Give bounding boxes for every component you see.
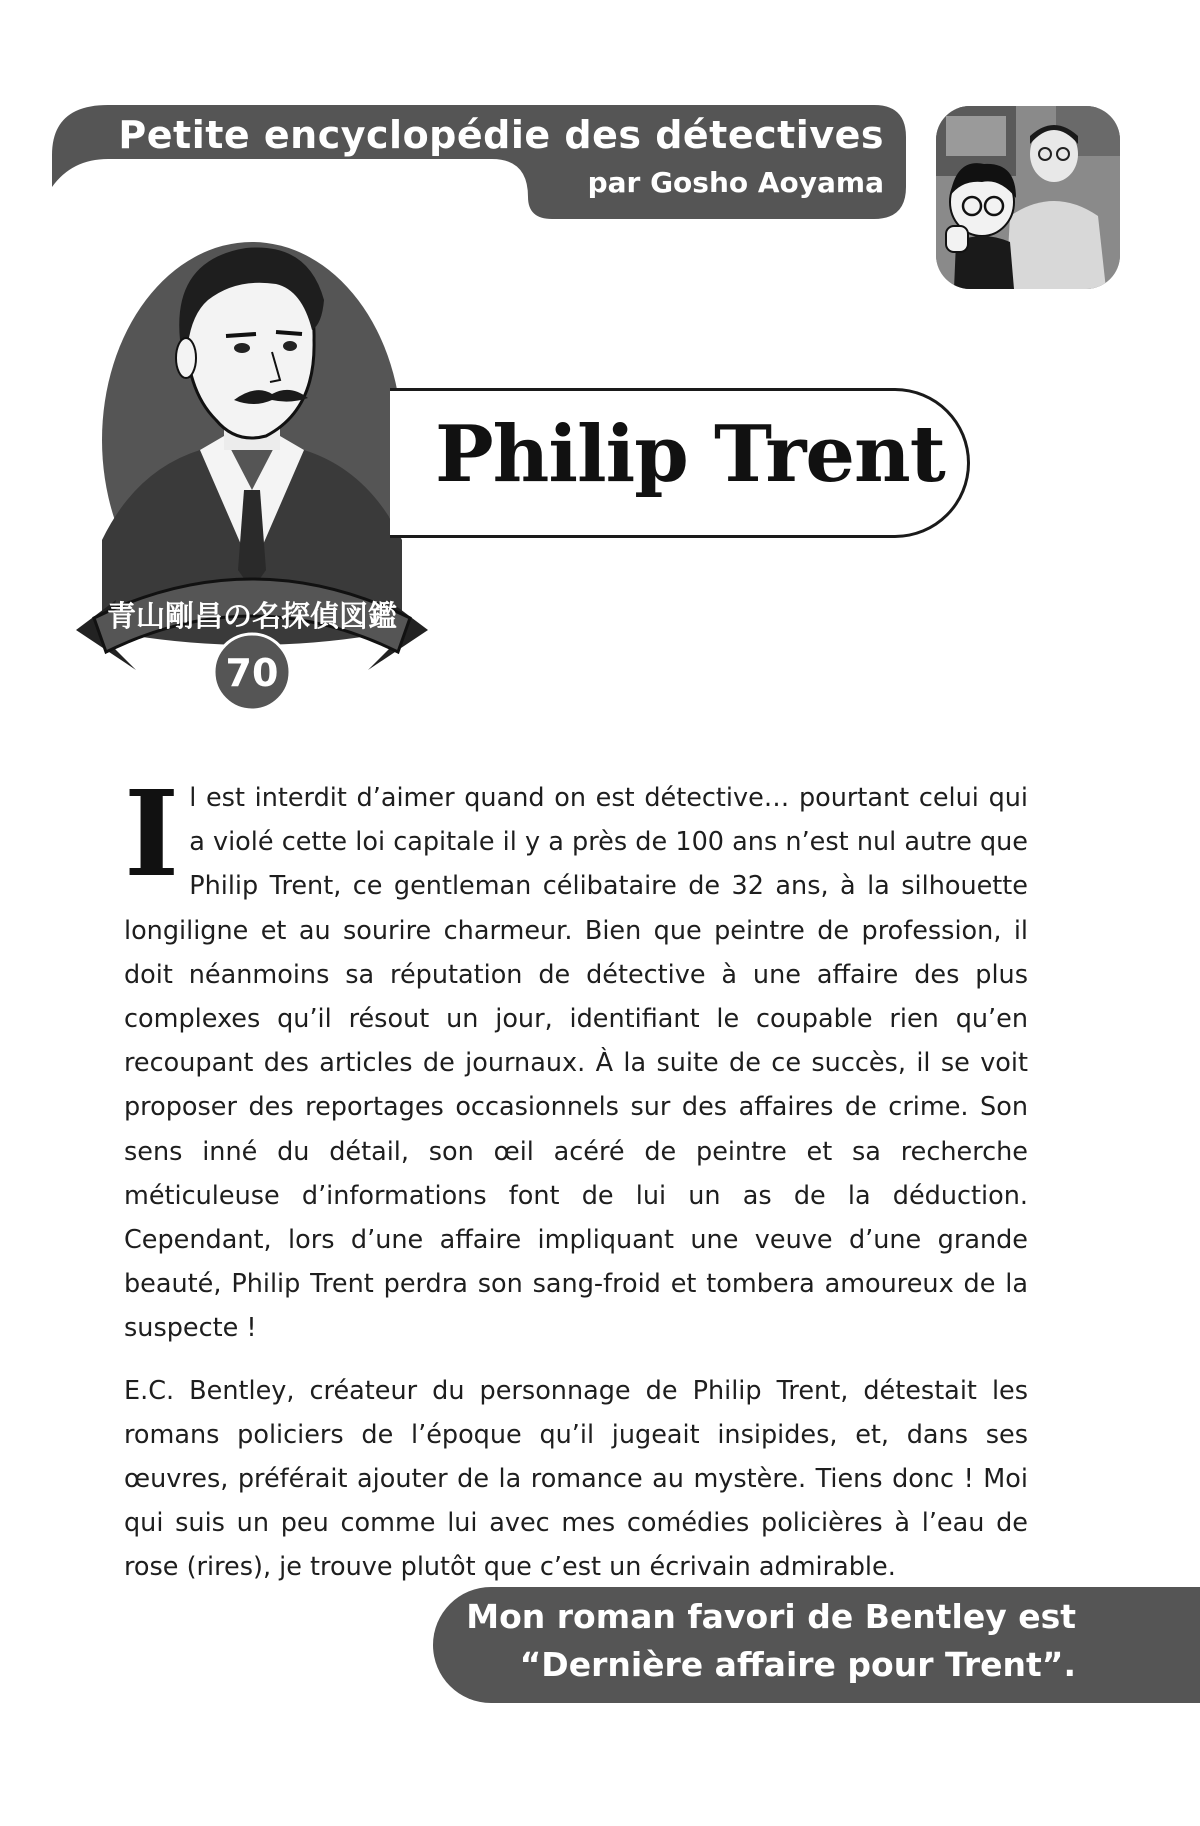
footer-banner bbox=[433, 1587, 1200, 1703]
detective-name: Philip Trent bbox=[435, 409, 945, 500]
header-banner bbox=[52, 105, 906, 219]
dropcap: I bbox=[124, 764, 180, 903]
detective-portrait-illustration bbox=[76, 240, 428, 710]
article-body bbox=[124, 764, 1028, 1590]
header-title: Petite encyclopédie des détectives bbox=[118, 113, 884, 157]
footer-line-1: Mon roman favori de Bentley est bbox=[466, 1597, 1076, 1636]
paragraph-1 bbox=[124, 764, 1028, 1351]
footer-line-2: “Dernière affaire pour Trent”. bbox=[519, 1645, 1076, 1684]
author-photo bbox=[936, 106, 1120, 289]
header-subtitle: par Gosho Aoyama bbox=[587, 166, 884, 199]
detective-portrait bbox=[76, 240, 428, 710]
badge-number: 70 bbox=[225, 651, 279, 695]
paragraph-2: E.C. Bentley, créateur du personnage de Philip Trent, détestait les romans policiers de l’époque qu’il jugeait insipides, et, dans ses œuvres, préférait ajouter de la romance au mystère. Tiens donc ! Moi qui suis un peu comme lui avec mes comédies policières à l’eau de rose (rires), je trouve plutôt que c’est un écrivain admirable. bbox=[124, 1375, 1028, 1583]
badge-japanese-title: 青山剛昌の名探偵図鑑 bbox=[106, 599, 398, 633]
detective-name-box bbox=[390, 388, 970, 538]
author-photo-illustration bbox=[936, 106, 1120, 289]
paragraph-1-text: l est interdit d’aimer quand on est détective… pourtant celui qui a violé cette loi capitale il y a près de 100 ans n’est nul autre que Philip Trent, ce gentleman célibataire de 32 ans, à la silhouette longiligne et au sourire charmeur. Bien que peintre de profession, il doit néanmoins sa réputation de détective à une affaire des plus complexes qu’il résout un jour, identifiant le coupable rien qu’en recoupant des articles de journaux. À la suite de ce succès, il se voit proposer des reportages occasionnels sur des affaires de crime. Son sens inné du détail, son œil acéré de peintre et sa recherche méticuleuse d’informations font de lui un as de la déduction. Cependant, lors d’une affaire impliquant une veuve d’une grande beauté, Philip Trent perdra son sang-froid et tombera amoureux de la suspecte ! bbox=[124, 783, 1028, 1344]
